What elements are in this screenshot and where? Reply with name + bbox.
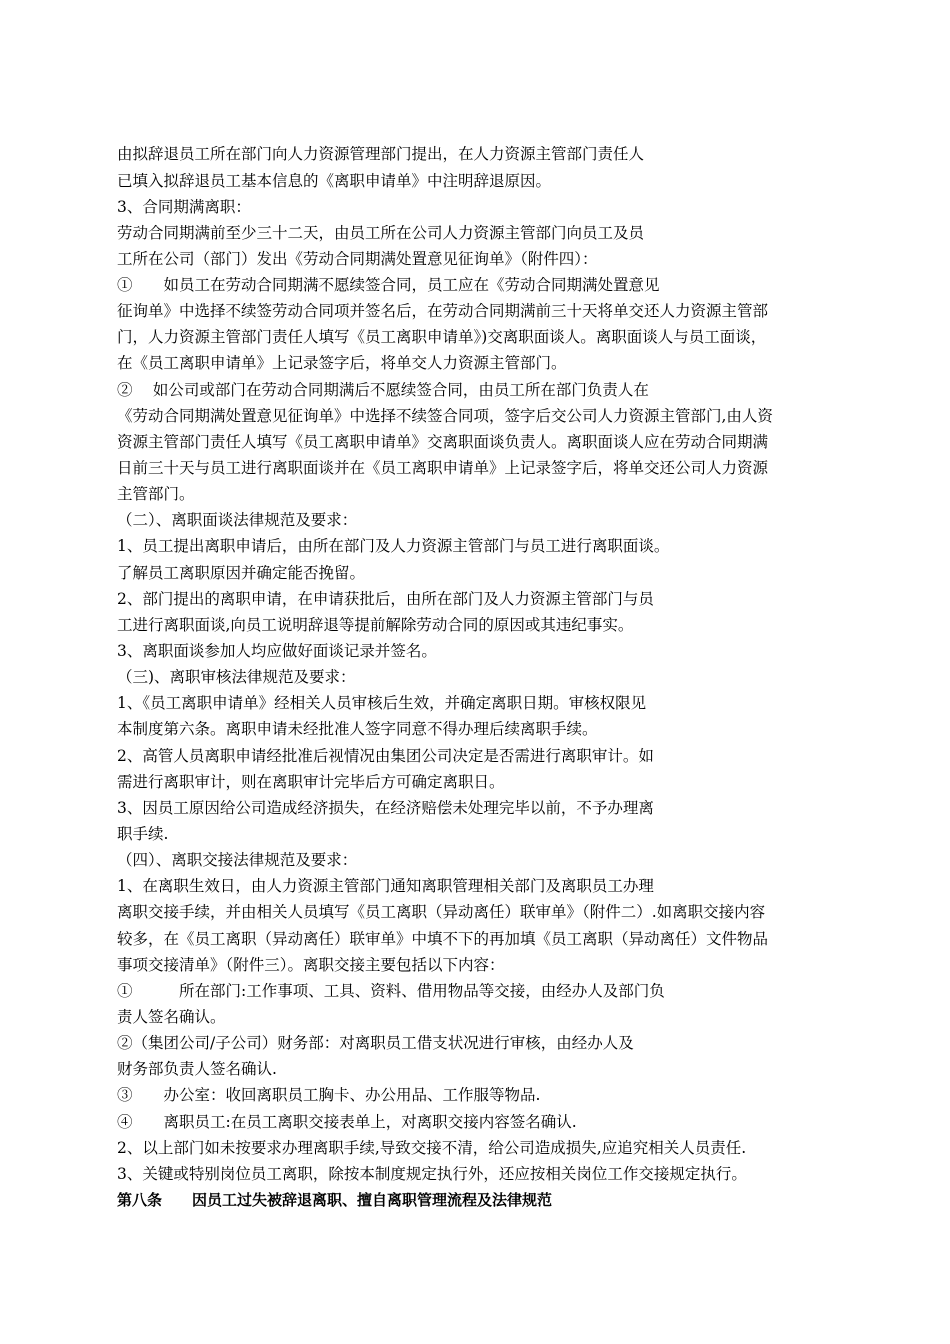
body-line: 资源主管部门责任人填写《员工离职申请单》交离职面谈负责人。离职面谈人应在劳动合同期满 xyxy=(117,433,769,451)
body-line: 3、合同期满离职： xyxy=(117,198,251,216)
body-line: 了解员工离职原因并确定能否挽留。 xyxy=(117,564,366,582)
body-line: 事项交接清单》（附件三）。离职交接主要包括以下内容： xyxy=(117,956,505,974)
section-heading: （三)、离职审核法律规范及要求： xyxy=(117,668,356,686)
body-line: 需进行离职审计，则在离职审计完毕后方可确定离职日。 xyxy=(117,773,505,791)
body-line: 征询单》中选择不续签劳动合同项并签名后，在劳动合同期满前三十天将单交还人力资源主管部 xyxy=(117,302,769,320)
body-line: 2、部门提出的离职申请，在申请获批后，由所在部门及人力资源主管部门与员 xyxy=(117,590,654,608)
section-heading: （四）、离职交接法律规范及要求： xyxy=(117,851,358,869)
body-line: 在《员工离职申请单》上记录签字后，将单交人力资源主管部门。 xyxy=(117,354,567,372)
body-line: ② 如公司或部门在劳动合同期满后不愿续签合同，由员工所在部门负责人在 xyxy=(117,381,649,399)
body-line: ②（集团公司/子公司）财务部：对离职员工借支状况进行审核，由经办人及 xyxy=(117,1034,634,1052)
body-line: ① 如员工在劳动合同期满不愿续签合同，员工应在《劳动合同期满处置意见 xyxy=(117,276,660,294)
body-line: 3、关键或特别岗位员工离职，除按本制度规定执行外，还应按相关岗位工作交接规定执行。 xyxy=(117,1165,747,1183)
body-line: 3、离职面谈参加人均应做好面谈记录并签名。 xyxy=(117,642,437,660)
body-line: 本制度第六条。离职申请未经批准人签字同意不得办理后续离职手续。 xyxy=(117,720,598,738)
body-line: 3、因员工原因给公司造成经济损失，在经济赔偿未处理完毕以前，不予办理离 xyxy=(117,799,654,817)
body-line: ③ 办公室：收回离职员工胸卡、办公用品、工作服等物品. xyxy=(117,1086,541,1104)
body-line: 1、《员工离职申请单》经相关人员审核后生效，并确定离职日期。审核权限见 xyxy=(117,694,647,712)
body-line: 2、高管人员离职申请经批准后视情况由集团公司决定是否需进行离职审计。如 xyxy=(117,747,654,765)
body-line: 已填入拟辞退员工基本信息的《离职申请单》中注明辞退原因。 xyxy=(117,172,552,190)
body-line: 1、在离职生效日，由人力资源主管部门通知离职管理相关部门及离职员工办理 xyxy=(117,877,654,895)
body-line: 职手续. xyxy=(117,825,169,843)
section-heading: （二）、离职面谈法律规范及要求： xyxy=(117,511,358,529)
body-line: 日前三十天与员工进行离职面谈并在《员工离职申请单》上记录签字后，将单交还公司人力资源 xyxy=(117,459,769,477)
body-line: 财务部负责人签名确认. xyxy=(117,1060,277,1078)
body-line: ④ 离职员工:在员工离职交接表单上，对离职交接内容签名确认. xyxy=(117,1113,577,1131)
body-line: ① 所在部门:工作事项、工具、资料、借用物品等交接，由经办人及部门负 xyxy=(117,982,665,1000)
body-line: 较多，在《员工离职（异动离任）联审单》中填不下的再加填《员工离职（异动离任）文件物品 xyxy=(117,930,769,948)
body-line: 责人签名确认。 xyxy=(117,1008,226,1026)
body-line: 工所在公司（部门）发出《劳动合同期满处置意见征询单》（附件四）： xyxy=(117,250,598,268)
body-line: 主管部门。 xyxy=(117,485,195,503)
body-line: 劳动合同期满前至少三十二天，由员工所在公司人力资源主管部门向员工及员 xyxy=(117,224,645,242)
body-line: 《劳动合同期满处置意见征询单》中选择不续签合同项，签字后交公司人力资源主管部门,由人资 xyxy=(117,407,773,425)
article-heading: 第八条 因员工过失被辞退离职、擅自离职管理流程及法律规范 xyxy=(117,1191,553,1209)
body-line: 1、员工提出离职申请后，由所在部门及人力资源主管部门与员工进行离职面谈。 xyxy=(117,537,670,555)
body-line: 2、以上部门如未按要求办理离职手续,导致交接不清，给公司造成损失,应追究相关人员责任. xyxy=(117,1139,747,1157)
body-line: 由拟辞退员工所在部门向人力资源管理部门提出，在人力资源主管部门责任人 xyxy=(117,145,645,163)
body-line: 工进行离职面谈,向员工说明辞退等提前解除劳动合同的原因或其违纪事实。 xyxy=(117,616,634,634)
body-line: 门，人力资源主管部门责任人填写《员工离职申请单》)交离职面谈人。离职面谈人与员工面谈， xyxy=(117,328,767,346)
body-line: 离职交接手续，并由相关人员填写《员工离职（异动离任）联审单》（附件二）.如离职交接内容 xyxy=(117,903,766,921)
